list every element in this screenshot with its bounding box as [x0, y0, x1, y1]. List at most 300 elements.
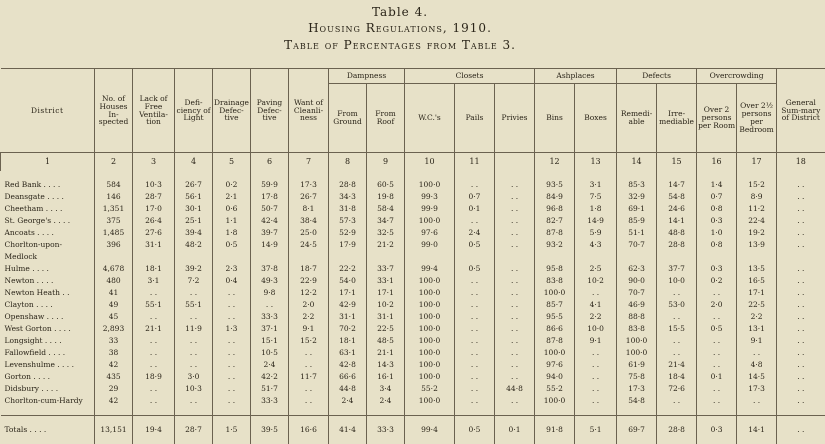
district-name: Gorton . . . .	[1, 371, 95, 383]
table-cell: . .	[213, 371, 251, 383]
table-cell: 48·5	[367, 335, 405, 347]
table-cell: 13·1	[737, 323, 777, 335]
table-cell: 15·1	[251, 335, 289, 347]
table-cell: 22·5	[367, 323, 405, 335]
table-cell: 0·8	[697, 203, 737, 215]
table-cell: 83·8	[535, 275, 575, 287]
table-cell: 100·0	[405, 287, 455, 299]
table-cell: 2·4	[329, 395, 367, 407]
table-cell: 10·2	[575, 275, 617, 287]
table-cell: 22·2	[329, 263, 367, 275]
table-cell: 3·1	[575, 179, 617, 191]
table-cell: 32·5	[367, 227, 405, 239]
table-cell: 26·7	[289, 191, 329, 203]
table-cell: 61·9	[617, 359, 657, 371]
table-cell: 42	[95, 359, 133, 371]
table-cell: 31·8	[329, 203, 367, 215]
table-cell: 27·6	[133, 227, 175, 239]
table-cell: . .	[213, 395, 251, 407]
table-cell: 0·2	[697, 275, 737, 287]
table-cell: 24·5	[289, 239, 329, 251]
table-row	[1, 191, 825, 203]
table-cell: . .	[213, 335, 251, 347]
table-cell: 435	[95, 371, 133, 383]
table-cell: 14·3	[367, 359, 405, 371]
table-cell: 42	[95, 395, 133, 407]
table-cell	[617, 251, 657, 263]
table-cell: 100·0	[405, 371, 455, 383]
table-cell: 44·8	[329, 383, 367, 395]
table-cell: 34·3	[329, 191, 367, 203]
table-cell: 100·0	[405, 395, 455, 407]
table-row	[1, 359, 825, 371]
table-cell: . .	[495, 287, 535, 299]
table-cell: 1·3	[213, 323, 251, 335]
table-cell: . .	[455, 395, 495, 407]
table-cell: 13·5	[737, 263, 777, 275]
table-cell: . .	[455, 371, 495, 383]
table-cell: 7·5	[575, 191, 617, 203]
table-cell: 46·9	[617, 299, 657, 311]
table-cell: 37·1	[251, 323, 289, 335]
table-cell: . .	[697, 335, 737, 347]
table-cell: 34·7	[367, 215, 405, 227]
district-name: Newton Heath . .	[1, 287, 95, 299]
table-cell: 69·1	[617, 203, 657, 215]
table-cell: 38	[95, 347, 133, 359]
table-cell: 70·7	[617, 287, 657, 299]
table-cell: 1·4	[697, 179, 737, 191]
table-cell: 17·0	[133, 203, 175, 215]
table-cell: 17·3	[289, 179, 329, 191]
table-cell: 42·4	[251, 215, 289, 227]
table-cell: 18·7	[289, 263, 329, 275]
table-cell: . .	[133, 347, 175, 359]
table-cell: 14·1	[737, 416, 777, 444]
table-cell: . .	[175, 347, 213, 359]
table-cell: 100·0	[405, 359, 455, 371]
table-cell: 375	[95, 215, 133, 227]
table-cell: . .	[777, 287, 825, 299]
district-name: Fallowfield . . . .	[1, 347, 95, 359]
table-cell: 0·6	[213, 203, 251, 215]
table-cell: . .	[777, 335, 825, 347]
table-cell: . .	[455, 275, 495, 287]
table-cell: 15·2	[289, 335, 329, 347]
table-cell: 93·2	[535, 239, 575, 251]
header-light: Defi-ciency of Light	[175, 69, 213, 153]
table-cell: 2·2	[737, 311, 777, 323]
table-cell: . .	[777, 323, 825, 335]
group-overcrowding: Overcrowding	[697, 69, 777, 84]
table-cell: . .	[289, 383, 329, 395]
table-cell: 54·8	[617, 395, 657, 407]
table-cell: 21·4	[657, 359, 697, 371]
table-cell: 0·3	[697, 263, 737, 275]
table-cell: 85·3	[617, 179, 657, 191]
table-row	[1, 335, 825, 347]
table-cell: 29	[95, 383, 133, 395]
table-cell: 8·1	[289, 203, 329, 215]
table-cell: 54·8	[657, 191, 697, 203]
table-cell: 96·8	[535, 203, 575, 215]
table-cell: 100·0	[405, 275, 455, 287]
table-cell: 10·2	[367, 299, 405, 311]
table-cell: . .	[175, 311, 213, 323]
table-cell: 3·1	[133, 275, 175, 287]
table-cell: 39·7	[251, 227, 289, 239]
district-name: Red Bank . . . .	[1, 179, 95, 191]
table-row	[1, 299, 825, 311]
table-cell: . .	[777, 299, 825, 311]
group-dampness: Dampness	[329, 69, 405, 84]
table-cell: . .	[777, 239, 825, 251]
table-cell: 22·4	[737, 215, 777, 227]
table-cell: 2·1	[213, 191, 251, 203]
table-cell: 1·5	[213, 416, 251, 444]
header-from-ground: From Ground	[329, 84, 367, 153]
table-cell: 24·6	[657, 203, 697, 215]
table-cell: 54·0	[329, 275, 367, 287]
table-cell: . .	[455, 335, 495, 347]
table-cell: 49	[95, 299, 133, 311]
table-cell: 41	[95, 287, 133, 299]
table-cell: 94·0	[535, 371, 575, 383]
table-cell	[455, 251, 495, 263]
table-cell: 44·8	[495, 383, 535, 395]
table-cell: 97·6	[405, 227, 455, 239]
table-cell: . .	[175, 335, 213, 347]
table-cell: 90·0	[617, 275, 657, 287]
table-cell: 2·5	[575, 263, 617, 275]
table-cell: . .	[777, 416, 825, 444]
table-cell: 0·5	[455, 239, 495, 251]
table-cell: 17·8	[251, 191, 289, 203]
table-cell: . .	[697, 347, 737, 359]
table-cell: . .	[251, 299, 289, 311]
table-cell: 4,678	[95, 263, 133, 275]
table-cell: 0·3	[697, 215, 737, 227]
table-cell: 62·3	[617, 263, 657, 275]
column-number: 18	[777, 153, 825, 172]
district-name: Medlock	[1, 251, 95, 263]
table-cell: . .	[495, 347, 535, 359]
table-cell: . .	[777, 275, 825, 287]
table-cell: 17·3	[737, 383, 777, 395]
table-cell: 100·0	[535, 395, 575, 407]
table-cell: 22·9	[289, 275, 329, 287]
district-name: Chorlton-cum-Hardy	[1, 395, 95, 407]
table-cell: 56·1	[175, 191, 213, 203]
table-cell: 69·7	[617, 416, 657, 444]
table-cell: . .	[575, 395, 617, 407]
table-cell: . .	[213, 383, 251, 395]
table-cell: 33·1	[367, 275, 405, 287]
column-number: 1	[1, 153, 95, 172]
table-subtitle-2: Table of Percentages from Table 3.	[0, 39, 800, 51]
header-district: District	[1, 69, 95, 153]
table-cell: . .	[657, 347, 697, 359]
table-cell	[95, 251, 133, 263]
table-cell: . .	[697, 359, 737, 371]
table-cell: 53·0	[657, 299, 697, 311]
column-number: 12	[535, 153, 575, 172]
table-cell: . .	[455, 287, 495, 299]
header-wcs: W.C.'s	[405, 84, 455, 153]
table-cell: 17·9	[329, 239, 367, 251]
table-cell: 0·2	[213, 179, 251, 191]
district-name: Clayton . . . .	[1, 299, 95, 311]
table-cell: . .	[495, 263, 535, 275]
table-cell: 41·4	[329, 416, 367, 444]
table-cell: 99·4	[405, 263, 455, 275]
table-title: Table 4.	[0, 6, 800, 18]
table-cell: 0·5	[213, 239, 251, 251]
table-cell: 33·3	[251, 311, 289, 323]
district-name: Chorlton-upon-	[1, 239, 95, 251]
table-cell: . .	[455, 359, 495, 371]
table-cell: 17·1	[329, 287, 367, 299]
table-cell: 85·7	[535, 299, 575, 311]
table-cell: 2·3	[213, 263, 251, 275]
table-cell: 99·0	[405, 239, 455, 251]
column-number: 3	[133, 153, 175, 172]
table-cell: . .	[213, 287, 251, 299]
header-houses: No. of Houses In-spected	[95, 69, 133, 153]
table-cell	[213, 251, 251, 263]
table-cell: . .	[657, 311, 697, 323]
table-cell: 100·0	[617, 347, 657, 359]
table-cell: 48·2	[175, 239, 213, 251]
table-cell: . .	[495, 227, 535, 239]
table-cell: 2·2	[289, 311, 329, 323]
table-cell: 95·8	[535, 263, 575, 275]
table-cell: 18·1	[329, 335, 367, 347]
table-cell: 86·6	[535, 323, 575, 335]
table-cell: . .	[697, 383, 737, 395]
table-cell: 55·2	[535, 383, 575, 395]
table-cell: 10·3	[175, 383, 213, 395]
table-cell	[175, 251, 213, 263]
table-cell: 1·1	[213, 215, 251, 227]
table-cell: 19·8	[367, 191, 405, 203]
table-cell: . .	[133, 383, 175, 395]
column-number: 11	[455, 153, 495, 172]
table-cell: 19·2	[737, 227, 777, 239]
column-number: 2	[95, 153, 133, 172]
table-cell: 4·1	[575, 299, 617, 311]
table-cell: 100·0	[535, 347, 575, 359]
table-cell: . .	[455, 311, 495, 323]
header-paving: Paving Defec-tive	[251, 69, 289, 153]
table-cell: . .	[495, 299, 535, 311]
column-number: 14	[617, 153, 657, 172]
table-cell: 59·9	[251, 179, 289, 191]
table-cell: 2·4	[367, 395, 405, 407]
table-cell: 58·4	[367, 203, 405, 215]
table-cell: . .	[289, 347, 329, 359]
table-cell: 21·1	[367, 347, 405, 359]
table-cell: 49·3	[251, 275, 289, 287]
table-cell: 9·1	[737, 335, 777, 347]
table-cell: 39·4	[175, 227, 213, 239]
table-cell: . .	[495, 179, 535, 191]
table-cell: . .	[575, 359, 617, 371]
table-cell: . .	[133, 395, 175, 407]
table-cell: 28·7	[133, 191, 175, 203]
table-cell: 45	[95, 311, 133, 323]
district-name: Hulme . . . .	[1, 263, 95, 275]
table-cell: 1·8	[213, 227, 251, 239]
table-cell: . .	[737, 395, 777, 407]
table-cell: 100·0	[405, 215, 455, 227]
table-cell: 17·3	[617, 383, 657, 395]
header-summary: General Sum-mary of District	[777, 69, 825, 153]
table-cell: 2,893	[95, 323, 133, 335]
table-cell: 55·1	[133, 299, 175, 311]
table-cell: 11·7	[289, 371, 329, 383]
table-cell: . .	[777, 263, 825, 275]
table-cell: . .	[289, 359, 329, 371]
table-cell: 2·0	[289, 299, 329, 311]
table-cell: . .	[455, 383, 495, 395]
table-cell: 2·4	[455, 227, 495, 239]
table-cell: 0·3	[697, 416, 737, 444]
header-bins: Bins	[535, 84, 575, 153]
table-cell: . .	[495, 239, 535, 251]
table-cell: . .	[175, 359, 213, 371]
table-cell: 5·9	[575, 227, 617, 239]
table-cell: 37·8	[251, 263, 289, 275]
table-cell: 30·1	[175, 203, 213, 215]
group-ashplaces: Ashplaces	[535, 69, 617, 84]
table-cell: 51·7	[251, 383, 289, 395]
table-cell: . .	[777, 383, 825, 395]
table-row	[1, 251, 825, 263]
table-cell	[535, 251, 575, 263]
table-cell: 0·5	[697, 323, 737, 335]
table-cell: . .	[777, 311, 825, 323]
table-cell: . .	[213, 347, 251, 359]
table-cell: 100·0	[405, 179, 455, 191]
district-name: Openshaw . . . .	[1, 311, 95, 323]
table-cell: . .	[777, 179, 825, 191]
table-cell: 39·5	[251, 416, 289, 444]
table-cell: 39·2	[175, 263, 213, 275]
table-cell: . .	[575, 371, 617, 383]
table-cell: . .	[213, 299, 251, 311]
district-name: Deansgate . . . .	[1, 191, 95, 203]
table-cell: . .	[455, 215, 495, 227]
table-cell: 0·5	[455, 263, 495, 275]
column-number: 4	[175, 153, 213, 172]
table-row	[1, 371, 825, 383]
table-cell: 95·5	[535, 311, 575, 323]
table-cell: 14·1	[657, 215, 697, 227]
table-cell: 84·9	[535, 191, 575, 203]
table-row	[1, 215, 825, 227]
group-closets: Closets	[405, 69, 535, 84]
header-cleanliness: Want of Cleanli-ness	[289, 69, 329, 153]
table-cell: 31·1	[133, 239, 175, 251]
table-cell: . .	[697, 287, 737, 299]
column-number: 17	[737, 153, 777, 172]
table-cell: 4·3	[575, 239, 617, 251]
table-cell: 97·6	[535, 359, 575, 371]
table-cell: 17·1	[737, 287, 777, 299]
table-cell: 22·5	[737, 299, 777, 311]
table-cell: 72·6	[657, 383, 697, 395]
table-cell: . .	[575, 287, 617, 299]
table-cell: 14·5	[737, 371, 777, 383]
table-cell: . .	[133, 287, 175, 299]
table-cell: 93·5	[535, 179, 575, 191]
table-cell: . .	[175, 395, 213, 407]
table-cell: 10·0	[657, 275, 697, 287]
table-cell: 146	[95, 191, 133, 203]
column-number: 8	[329, 153, 367, 172]
table-cell: 38·4	[289, 215, 329, 227]
district-name: Didsbury . . . .	[1, 383, 95, 395]
header-over-2: Over 2 persons per Room	[697, 84, 737, 153]
header-from-roof: From Roof	[367, 84, 405, 153]
table-cell: . .	[777, 227, 825, 239]
table-cell: 100·0	[405, 323, 455, 335]
table-cell: 17·1	[367, 287, 405, 299]
table-cell: . .	[495, 275, 535, 287]
table-cell: . .	[495, 395, 535, 407]
table-cell: 52·9	[329, 227, 367, 239]
district-name: St. George's . . . .	[1, 215, 95, 227]
district-name: Cheetham . . . .	[1, 203, 95, 215]
column-number: 13	[575, 153, 617, 172]
table-cell: 584	[95, 179, 133, 191]
table-cell: 70·7	[617, 239, 657, 251]
district-name: Levenshulme . . . .	[1, 359, 95, 371]
table-cell: . .	[777, 395, 825, 407]
table-cell: 87·8	[535, 335, 575, 347]
table-cell: . .	[455, 299, 495, 311]
column-number: 5	[213, 153, 251, 172]
table-cell: . .	[495, 311, 535, 323]
district-name: Totals . . . .	[1, 416, 95, 444]
table-cell: 32·9	[617, 191, 657, 203]
table-cell: 100·0	[535, 287, 575, 299]
table-cell: . .	[455, 323, 495, 335]
table-cell: . .	[495, 203, 535, 215]
table-cell	[495, 251, 535, 263]
table-cell: 1,351	[95, 203, 133, 215]
district-name: Newton . . . .	[1, 275, 95, 287]
table-cell: 3·0	[175, 371, 213, 383]
table-cell: 91·8	[535, 416, 575, 444]
table-cell: 396	[95, 239, 133, 251]
table-cell: 63·1	[329, 347, 367, 359]
table-cell	[575, 251, 617, 263]
table-cell: 0·1	[455, 203, 495, 215]
table-cell: 5·1	[575, 416, 617, 444]
table-cell: 100·0	[405, 311, 455, 323]
table-cell: 11·2	[737, 203, 777, 215]
table-cell: 26·7	[175, 179, 213, 191]
group-defects: Defects	[617, 69, 697, 84]
table-cell: . .	[213, 359, 251, 371]
table-cell: 55·1	[175, 299, 213, 311]
table-subtitle: Housing Regulations, 1910.	[0, 22, 800, 34]
table-cell: . .	[777, 347, 825, 359]
table-cell: 18·4	[657, 371, 697, 383]
table-cell: 28·7	[175, 416, 213, 444]
